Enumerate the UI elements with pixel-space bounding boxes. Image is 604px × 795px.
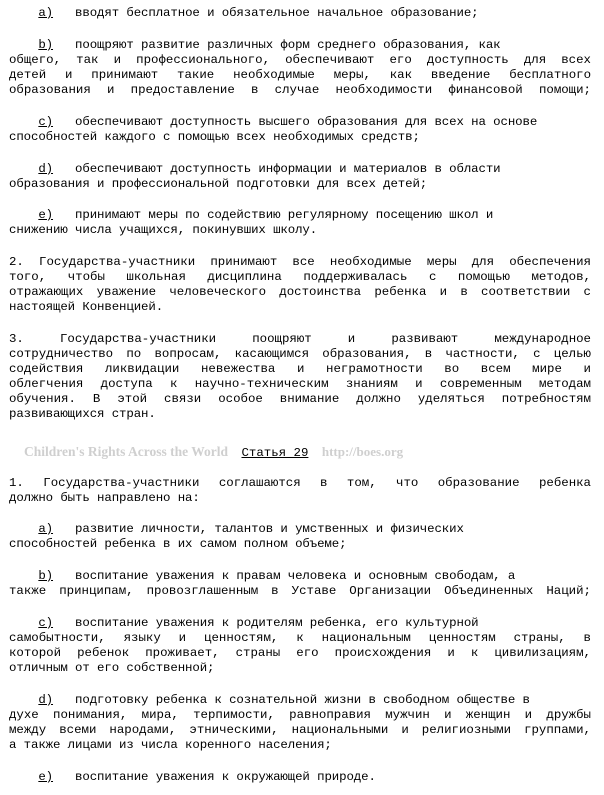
item-text: развитие личности, талантов и умственных и физических [75, 522, 464, 536]
site-watermark: Children's Rights Across the World [24, 444, 229, 459]
text-line: образования и предоставление в случае необходимости финансовой помощи; [9, 83, 591, 97]
item-marker: c) [38, 115, 54, 129]
item-29-e [9, 770, 376, 785]
text-line: сотрудничество по вопросам, касающимся образования, в частности, с целью [9, 347, 591, 361]
item-marker: b) [38, 38, 54, 52]
text-line: снижению числа учащихся, покинувших школу. [9, 223, 318, 237]
text-line: того, чтобы школьная дисциплина поддерживалась с помощью методов, [9, 270, 591, 284]
text-line: отличным от его собственной; [9, 661, 215, 675]
item-29-a [9, 522, 464, 537]
text-line: между всеми народами, этническими, национальными и религиозными группами, [9, 723, 591, 737]
item-text: поощряют развитие различных форм среднего образования, как [75, 38, 501, 52]
text-line: которой ребенок проживает, страны его происхождения и к цивилизациям, [9, 646, 591, 660]
text-line: а также лицами из числа коренного населения; [9, 738, 332, 752]
article-heading-bar [24, 444, 584, 461]
item-marker: b) [38, 569, 54, 583]
text-line: образования и профессиональной подготовки для всех детей; [9, 177, 428, 191]
text-line: настоящей Конвенцией. [9, 300, 164, 314]
text-line: способностей ребенка в их самом полном объеме; [9, 537, 347, 551]
item-marker: e) [38, 208, 54, 222]
item-marker: d) [38, 693, 54, 707]
item-28-e [9, 208, 493, 223]
text-line: духе понимания, мира, терпимости, равноправия мужчин и женщин и дружбы [9, 708, 591, 722]
text-line: облегчения доступа к научно-техническим знаниям и современным методам [9, 377, 591, 391]
text-line: содействия ликвидации невежества и неграмотности во всем мире и [9, 362, 591, 376]
item-text: принимают меры по содействию регулярному посещению школ и [75, 208, 494, 222]
item-text: подготовку ребенка к сознательной жизни в свободном обществе в [75, 693, 530, 707]
paragraph-28-3: 3. Государства-участники поощряют и развивают международное [9, 332, 591, 346]
item-29-d [9, 693, 530, 708]
item-28-d [9, 162, 501, 177]
item-text: вводят бесплатное и обязательное начальное образование; [75, 6, 479, 20]
text-line: способностей каждого с помощью всех необходимых средств; [9, 130, 420, 144]
text-line: детей и принимают такие необходимые меры, как введение бесплатного [9, 68, 591, 82]
item-text: обеспечивают доступность высшего образования для всех на основе [75, 115, 538, 129]
text-line: также принципам, провозглашенным в Уставе Организации Объединенных Наций; [9, 584, 591, 598]
item-text: воспитание уважения к родителям ребенка, его культурной [75, 616, 479, 630]
item-marker: c) [38, 616, 54, 630]
text-line: развивающихся стран. [9, 407, 156, 421]
item-29-b [9, 569, 515, 584]
text-line: обучения. В этой связи особое внимание должно уделяться потребностям [9, 392, 591, 406]
item-marker: d) [38, 162, 54, 176]
site-url-watermark: http://boes.org [321, 444, 404, 459]
text-line: отражающих уважение человеческого достоинства ребенка и в соответствии с [9, 285, 591, 299]
text-line: общего, так и профессионального, обеспечивают его доступность для всех [9, 53, 591, 67]
item-marker: a) [38, 522, 54, 536]
item-text: обеспечивают доступность информации и материалов в области [75, 162, 501, 176]
item-28-a [9, 6, 479, 21]
item-29-c [9, 616, 479, 631]
item-28-c [9, 115, 537, 130]
item-text: воспитание уважения к правам человека и основным свободам, а [75, 569, 516, 583]
item-marker: a) [38, 6, 54, 20]
paragraph-29-1: 1. Государства-участники соглашаются в том, что образование ребенка [9, 476, 591, 490]
text-line: должно быть направлено на: [9, 491, 200, 505]
item-28-b [9, 38, 501, 53]
paragraph-28-2: 2. Государства-участники принимают все необходимые меры для обеспечения [9, 255, 591, 269]
text-line: самобытности, языку и ценностям, к национальным ценностям страны, в [9, 631, 591, 645]
article-heading: Статья 29 [241, 446, 309, 460]
item-marker: e) [38, 770, 54, 784]
item-text: воспитание уважения к окружающей природе. [75, 770, 376, 784]
